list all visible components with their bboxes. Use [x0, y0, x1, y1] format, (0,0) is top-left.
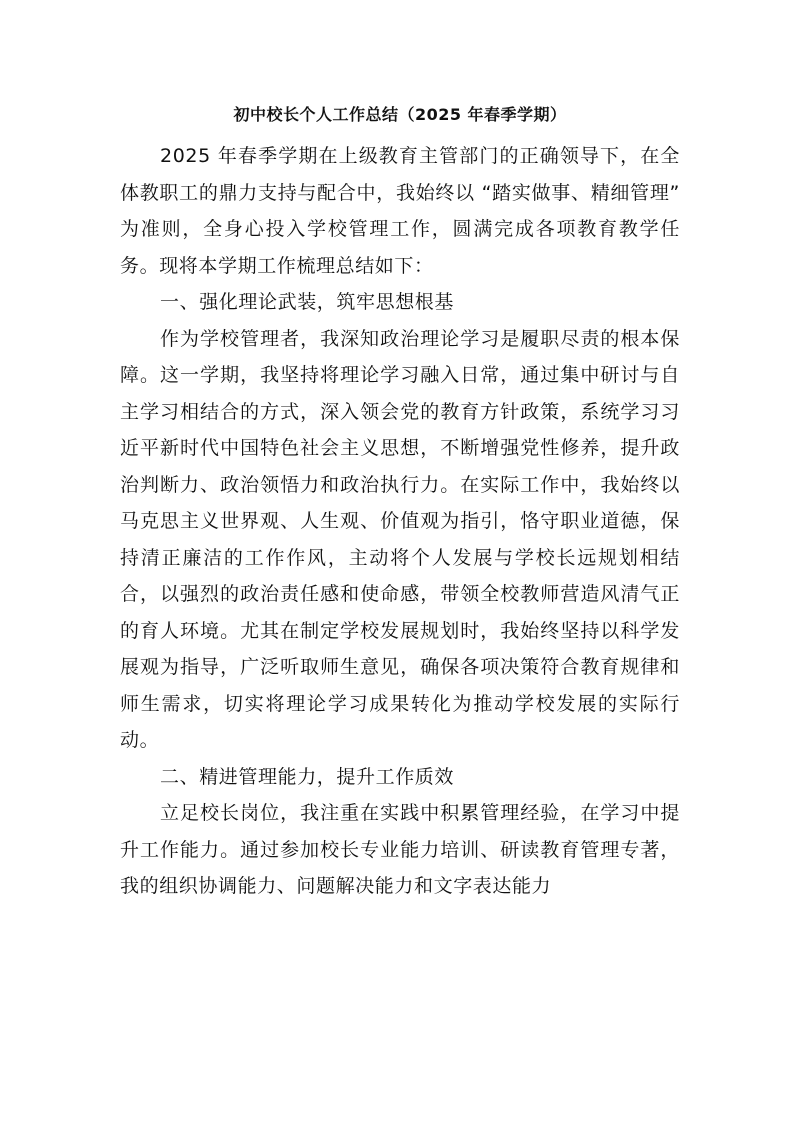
intro-paragraph: 2025 年春季学期在上级教育主管部门的正确领导下，在全体教职工的鼎力支持与配合中，我始终以 “踏实做事、精细管理” 为准则，全身心投入学校管理工作，圆满完成各项教育教学任务。现将本学期工作梳理总结如下： — [120, 145, 680, 277]
section-1-heading: 一、强化理论武装，筑牢思想根基 — [160, 291, 455, 313]
section-2-paragraph: 立足校长岗位，我注重在实践中积累管理经验，在学习中提升工作能力。通过参加校长专业能力培训、研读教育管理专著，我的组织协调能力、问题解决能力和文字表达能力 — [120, 802, 680, 897]
section-1-paragraph: 作为学校管理者，我深知政治理论学习是履职尽责的根本保障。这一学期，我坚持将理论学习融入日常，通过集中研讨与自主学习相结合的方式，深入领会党的教育方针政策，系统学习习近平新时代中国特色社会主义思想，不断增强党性修养，提升政治判断力、政治领悟力和政治执行力。在实际工作中，我始终以马克思主义世界观、人生观、价值观为指引，恪守职业道德，保持清正廉洁的工作作风，主动将个人发展与学校长远规划相结合，以强烈的政治责任感和使命感，带领全校教师营造风清气正的育人环境。尤其在制定学校发展规划时，我始终坚持以科学发展观为指导，广泛听取师生意见，确保各项决策符合教育规律和师生需求，切实将理论学习成果转化为推动学校发展的实际行动。 — [120, 327, 680, 751]
section-2-heading: 二、精进管理能力，提升工作质效 — [160, 765, 455, 788]
document-body — [120, 100, 680, 905]
document-title: 初中校长个人工作总结（2025 年春季学期） — [233, 105, 567, 124]
